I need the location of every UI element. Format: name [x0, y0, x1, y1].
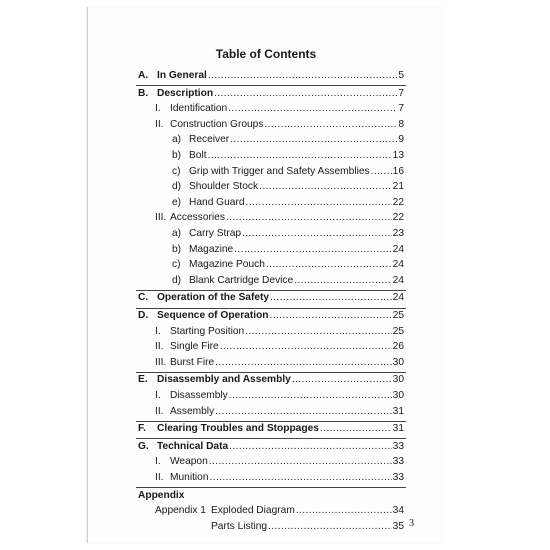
document-page: [87, 7, 444, 543]
dot-leader: [208, 69, 398, 83]
item-letter: c): [172, 165, 181, 177]
subsection-numeral: I.: [155, 325, 161, 337]
subsection-numeral: III.: [155, 356, 167, 368]
entry-page-number: 5: [398, 70, 404, 81]
toc-subsection[interactable]: [155, 325, 404, 339]
dot-leader: [270, 291, 392, 305]
subsection-numeral: III.: [155, 212, 167, 224]
entry-page-number: 24: [392, 243, 404, 255]
entry-label: Bolt: [189, 150, 207, 161]
subsection-numeral: I.: [155, 456, 161, 468]
entry-label: Construction Groups: [170, 118, 264, 130]
page-title: Table of Contents: [215, 47, 317, 61]
appendix-prefix: Appendix 1: [155, 505, 206, 517]
entry-label: Munition: [170, 472, 209, 483]
entry-label: Starting Position: [170, 325, 245, 337]
dot-leader: [234, 243, 391, 257]
subsection-numeral: II.: [155, 118, 164, 130]
entry-label: Grip with Trigger and Safety Assemblies: [189, 165, 370, 177]
entry-page-number: 31: [392, 423, 404, 435]
section-letter: G.: [138, 440, 149, 452]
toc-item[interactable]: [172, 196, 404, 210]
entry-label: Burst Fire: [170, 356, 215, 368]
dot-leader: [264, 118, 397, 132]
entry-page-number: 33: [392, 472, 404, 483]
entry-page-number: 21: [392, 181, 404, 193]
item-letter: d): [172, 274, 182, 286]
dot-leader: [208, 149, 392, 163]
toc-subsection[interactable]: [155, 340, 404, 354]
section-letter: F.: [138, 423, 146, 435]
entry-page-number: 24: [392, 259, 404, 271]
entry-label: Clearing Troubles and Stoppages: [157, 423, 319, 435]
dot-leader: [296, 504, 392, 518]
toc-subsection[interactable]: [155, 405, 404, 419]
dot-leader: [214, 87, 397, 101]
toc-section[interactable]: [138, 440, 404, 454]
entry-label: Parts Listing: [211, 520, 268, 532]
entry-label: Disassembly and Assembly: [157, 374, 291, 386]
dot-leader: [210, 471, 392, 485]
toc-item[interactable]: [172, 149, 404, 163]
toc-item[interactable]: [172, 274, 404, 288]
subsection-numeral: II.: [155, 405, 164, 417]
dot-leader: [292, 373, 392, 387]
entry-page-number: 23: [392, 228, 404, 239]
entry-label: Assembly: [170, 405, 215, 417]
entry-page-number: 34: [392, 505, 404, 517]
toc-item[interactable]: [172, 165, 404, 179]
entry-label: Identification: [170, 103, 228, 115]
toc-subsection[interactable]: [155, 455, 404, 469]
entry-page-number: 16: [392, 165, 404, 177]
toc-section[interactable]: [138, 69, 404, 83]
toc-subsection[interactable]: [155, 356, 404, 370]
toc-section[interactable]: [138, 373, 404, 387]
entry-page-number: 35: [392, 520, 404, 532]
subsection-numeral: II.: [155, 341, 164, 353]
entry-label: Receiver: [189, 134, 230, 146]
entry-label: Magazine Pouch: [189, 259, 265, 271]
toc-subsection[interactable]: [155, 211, 404, 225]
item-letter: b): [172, 150, 182, 161]
toc-item[interactable]: [172, 258, 404, 272]
entry-page-number: 30: [392, 356, 404, 368]
dot-leader: [229, 389, 392, 403]
subsection-numeral: I.: [155, 390, 161, 401]
dot-leader: [226, 211, 392, 225]
dot-leader: [229, 440, 392, 454]
entry-label: Blank Cartridge Device: [189, 274, 294, 286]
toc-item[interactable]: [172, 180, 404, 194]
section-letter: B.: [138, 87, 149, 99]
entry-page-number: 25: [392, 310, 404, 321]
entry-label: Disassembly: [170, 390, 228, 401]
dot-leader: [220, 340, 392, 354]
dot-leader: [245, 325, 391, 339]
dot-leader: [209, 455, 392, 469]
toc-subsection[interactable]: [155, 471, 404, 485]
entry-page-number: 24: [392, 274, 404, 286]
item-letter: e): [172, 196, 182, 208]
toc-subsection[interactable]: [155, 102, 404, 116]
entry-label: Weapon: [170, 456, 208, 468]
subsection-numeral: II.: [155, 472, 164, 483]
toc-section[interactable]: [138, 309, 404, 323]
entry-page-number: 9: [398, 134, 404, 146]
entry-page-number: 26: [392, 341, 404, 353]
appendix-heading: Appendix: [138, 489, 185, 501]
toc-section[interactable]: [138, 87, 404, 101]
dot-leader: [246, 196, 392, 210]
dot-leader: [320, 422, 392, 436]
dot-leader: [259, 180, 392, 194]
dot-leader: [228, 102, 397, 116]
appendix-entry[interactable]: [155, 520, 404, 534]
entry-page-number: 13: [392, 150, 404, 161]
entry-page-number: 30: [392, 390, 404, 401]
entry-page-number: 30: [392, 374, 404, 386]
entry-label: Exploded Diagram: [211, 505, 295, 517]
section-letter: D.: [138, 310, 149, 321]
entry-page-number: 7: [398, 103, 404, 115]
appendix-entry[interactable]: [155, 504, 404, 518]
dot-leader: [270, 309, 392, 323]
entry-label: Hand Guard: [189, 196, 245, 208]
page-number: 3: [409, 518, 414, 529]
section-letter: A.: [138, 70, 149, 81]
item-letter: a): [172, 228, 182, 239]
section-letter: E.: [138, 374, 148, 386]
entry-page-number: 33: [392, 440, 404, 452]
entry-page-number: 22: [392, 212, 404, 224]
entry-page-number: 8: [398, 118, 404, 130]
toc-item[interactable]: [172, 227, 404, 241]
item-letter: c): [172, 259, 181, 271]
dot-leader: [294, 274, 391, 288]
entry-label: In General: [157, 70, 207, 81]
dot-leader: [215, 356, 392, 370]
entry-page-number: 25: [392, 325, 404, 337]
toc-item[interactable]: [172, 133, 404, 147]
section-letter: C.: [138, 292, 149, 304]
toc-section[interactable]: [138, 422, 404, 436]
dot-leader: [266, 258, 392, 272]
dot-leader: [268, 520, 392, 534]
entry-label: Technical Data: [157, 440, 229, 452]
entry-page-number: 7: [398, 87, 404, 99]
entry-label: Sequence of Operation: [157, 310, 269, 321]
entry-label: Description: [157, 87, 214, 99]
entry-label: Accessories: [170, 212, 225, 224]
entry-page-number: 31: [392, 405, 404, 417]
entry-page-number: 22: [392, 196, 404, 208]
item-letter: b): [172, 243, 182, 255]
entry-label: Shoulder Stock: [189, 181, 259, 193]
entry-label: Single Fire: [170, 341, 219, 353]
entry-page-number: 33: [392, 456, 404, 468]
dot-leader: [215, 405, 391, 419]
entry-label: Carry Strap: [189, 228, 242, 239]
subsection-numeral: I.: [155, 103, 161, 115]
entry-page-number: 24: [392, 292, 404, 304]
entry-label: Magazine: [189, 243, 234, 255]
entry-label: Operation of the Safety: [157, 292, 270, 304]
toc-item[interactable]: [172, 243, 404, 257]
dot-leader: [371, 165, 392, 179]
item-letter: a): [172, 134, 182, 146]
item-letter: d): [172, 181, 182, 193]
toc-section[interactable]: [138, 291, 404, 305]
dot-leader: [242, 227, 392, 241]
toc-subsection[interactable]: [155, 118, 404, 132]
dot-leader: [230, 133, 397, 147]
table-of-contents: [88, 7, 444, 543]
toc-subsection[interactable]: [155, 389, 404, 403]
